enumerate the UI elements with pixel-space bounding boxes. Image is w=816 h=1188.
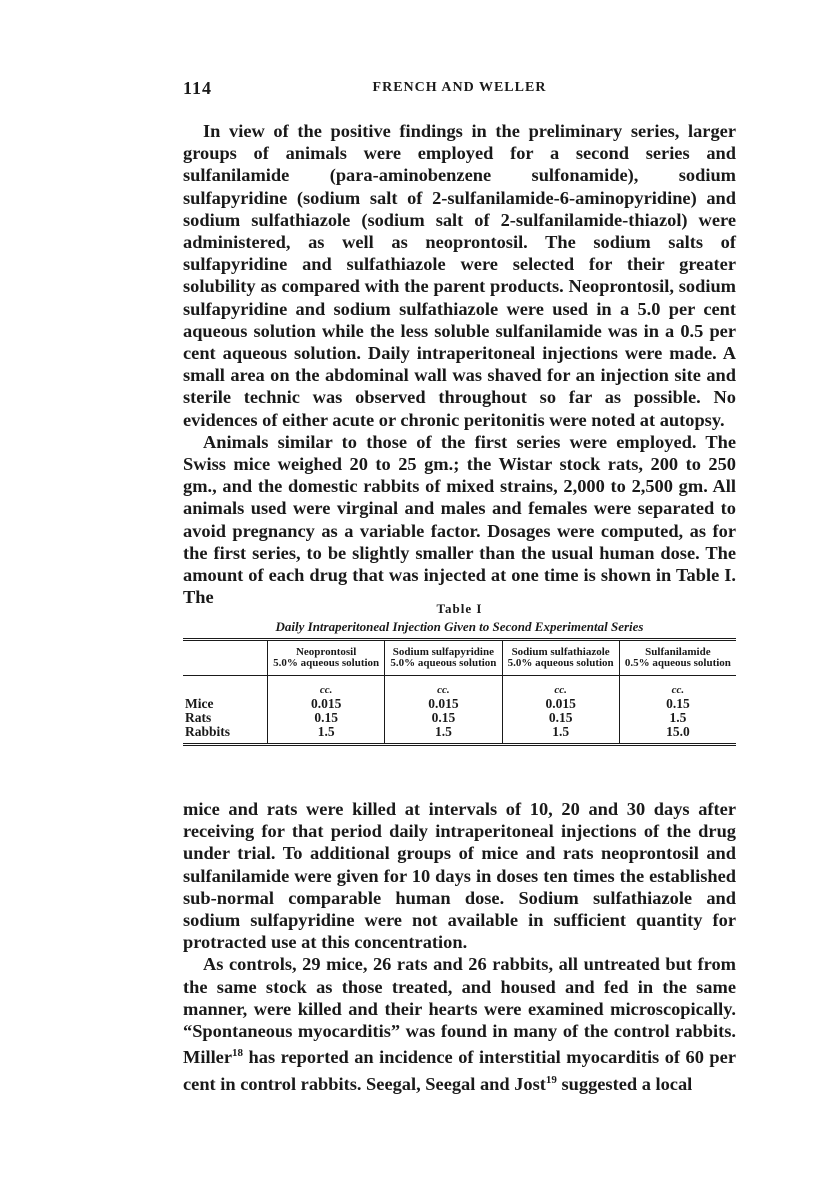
table-number: Table I	[436, 601, 483, 616]
row-label: Rabbits	[183, 725, 268, 745]
table-cell: 0.15	[385, 711, 502, 725]
unit-cell: cc.	[619, 676, 736, 698]
paragraph: mice and rats were killed at intervals of 10, 20 and 30 days after receiving for that period daily intraperitoneal injections of the drug under trial. To additional groups of mice and rats neoprontosil and sulfanilamide were given for 10 days in doses ten times the established sub-normal comparable human dose. Sodium sulfathiazole and sodium sulfapyridine were not available in sufficient quantity for protracted use at this concentration.	[183, 799, 736, 953]
table-caption	[183, 600, 736, 636]
paragraph: In view of the positive findings in the preliminary series, larger groups of animals were employed for a second series and sulfanilamide (para-aminobenzene sulfonamide), sodium sulfapyridine (sodium salt of 2-sulfanilamide-6-aminopyridine) and sodium sulfathiazole (sodium salt of 2-sulfanilamide-thiazol) were administered, as well as neoprontosil. The sodium salts of sulfapyridine and sulfathiazole were selected for their greater solubility as compared with the parent products. Neoprontosil, sodium sulfapyridine and sodium sulfathiazole were used in a 5.0 per cent aqueous solution while the less soluble sulfanilamide was in a 0.5 per cent aqueous solution. Daily intraperitoneal injections were made. A small area on the abdominal wall was shaved for an injection site and sterile technic was observed throughout so far as possible. No evidences of either acute or chronic peritonitis were noted at autopsy.	[183, 121, 736, 430]
row-label: Rats	[185, 710, 212, 725]
table-cell: 0.15	[502, 711, 619, 725]
table-cell: 1.5	[502, 725, 619, 745]
table-cell: 0.015	[502, 697, 619, 711]
row-label: Mice	[185, 696, 214, 711]
page-header	[183, 78, 736, 104]
table-corner-cell	[183, 640, 268, 676]
table-unit-row	[183, 676, 736, 698]
column-header: Sodium sulfathiazole 5.0% aqueous solution	[502, 640, 619, 676]
column-header: Sodium sulfapyridine 5.0% aqueous solution	[385, 640, 502, 676]
table-cell: 1.5	[619, 711, 736, 725]
unit-cell: cc.	[385, 676, 502, 698]
table-cell: 0.15	[268, 711, 385, 725]
table-row	[183, 725, 736, 745]
table-cell: 1.5	[268, 725, 385, 745]
table-title: Daily Intraperitoneal Injection Given to Second Experimental Series	[275, 619, 644, 634]
column-header: Neoprontosil 5.0% aqueous solution	[268, 640, 385, 676]
table-header-row	[183, 640, 736, 676]
body-text-top	[183, 120, 736, 608]
citation-marker: 19	[545, 1073, 557, 1086]
running-head: FRENCH AND WELLER	[372, 80, 547, 95]
unit-cell: cc.	[502, 676, 619, 698]
paragraph: Animals similar to those of the first series were employed. The Swiss mice weighed 20 to 25 gm.; the Wistar stock rats, 200 to 250 gm., and the domestic rabbits of mixed strains, 2,000 to 2,500 gm. All animals used were virginal and males and females were separated to avoid pregnancy as a variable factor. Dosages were computed, as for the first series, to be slightly smaller than the usual human dose. The amount of each drug that was injected at one time is shown in Table I. The	[183, 431, 736, 608]
table-row	[183, 697, 736, 711]
page-number: 114	[183, 78, 213, 98]
paragraph: As controls, 29 mice, 26 rats and 26 rabbits, all untreated but from the same stock as those treated, and housed and fed in the same manner, were killed and their hearts were examined microscopically. “Spontaneous myocarditis” was found in many of the control rabbits. Miller$^{18}$ has reported an incidence of interstitial myocarditis of 60 per cent in control rabbits. Seegal, Seegal and Jost$^{19}$ suggested a local	[183, 954, 736, 1094]
table-cell: 0.015	[268, 697, 385, 711]
citation-marker: 18	[232, 1047, 244, 1060]
unit-cell: cc.	[268, 676, 385, 698]
table-cell: 0.15	[619, 697, 736, 711]
table-row	[183, 711, 736, 725]
body-text-bottom	[183, 798, 736, 1095]
table-cell: 15.0	[619, 725, 736, 745]
table-cell: 0.015	[385, 697, 502, 711]
table-cell: 1.5	[385, 725, 502, 745]
data-table	[183, 638, 736, 746]
column-header: Sulfanilamide 0.5% aqueous solution	[619, 640, 736, 676]
